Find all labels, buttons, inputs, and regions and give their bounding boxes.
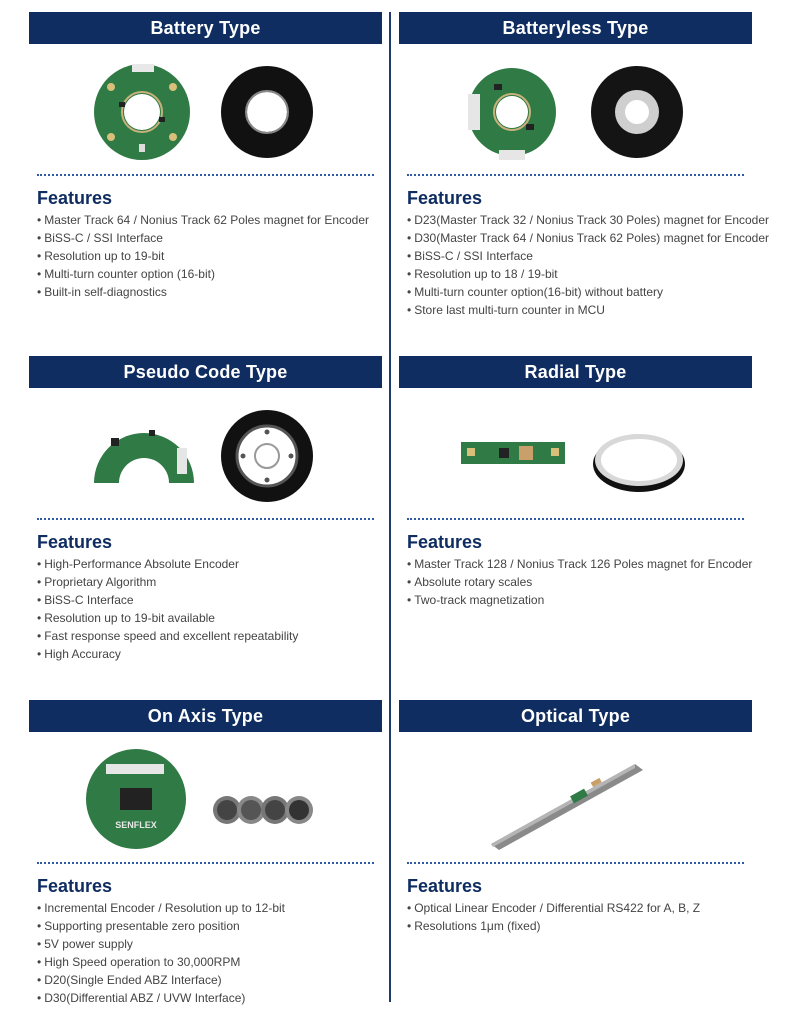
feature-item: • Resolution up to 18 / 19-bit bbox=[407, 265, 769, 283]
pcb-ring-image bbox=[464, 64, 564, 164]
pcb-strip-image bbox=[459, 438, 569, 468]
features-title: Features bbox=[407, 532, 483, 552]
pcb-disc-image bbox=[84, 744, 194, 854]
magnet-disc-image bbox=[219, 64, 315, 160]
feature-item: • 5V power supply bbox=[37, 935, 285, 953]
dotted-separator bbox=[407, 518, 744, 520]
feature-item: • Master Track 64 / Nonius Track 62 Poles magnet for Encoder bbox=[37, 211, 369, 229]
panel-title: Optical Type bbox=[399, 700, 752, 732]
panel-title: Radial Type bbox=[399, 356, 752, 388]
magnet-disc-image bbox=[589, 64, 685, 160]
panel-title: Batteryless Type bbox=[399, 12, 752, 44]
dotted-separator bbox=[37, 862, 374, 864]
feature-item: • Two-track magnetization bbox=[407, 591, 752, 609]
features-list bbox=[407, 899, 700, 935]
feature-item: • Store last multi-turn counter in MCU bbox=[407, 301, 769, 319]
product-images bbox=[29, 44, 382, 174]
features-list bbox=[407, 211, 769, 319]
feature-item: • D30(Master Track 64 / Nonius Track 62 Poles) magnet for Encoder bbox=[407, 229, 769, 247]
panel-battery-type bbox=[29, 12, 382, 299]
features-title: Features bbox=[407, 188, 483, 208]
panel-title: Battery Type bbox=[29, 12, 382, 44]
feature-item: • D20(Single Ended ABZ Interface) bbox=[37, 971, 285, 989]
feature-item: • Incremental Encoder / Resolution up to 12-bit bbox=[37, 899, 285, 917]
feature-item: • High Speed operation to 30,000RPM bbox=[37, 953, 285, 971]
dotted-separator bbox=[37, 518, 374, 520]
feature-item: • D30(Differential ABZ / UVW Interface) bbox=[37, 989, 285, 1007]
feature-item: • Resolution up to 19-bit available bbox=[37, 609, 298, 627]
features-title: Features bbox=[37, 532, 113, 552]
panel-radial-type bbox=[399, 356, 753, 607]
feature-item: • Absolute rotary scales bbox=[407, 573, 752, 591]
features-title: Features bbox=[37, 876, 113, 896]
magnet-disc-image bbox=[219, 408, 315, 504]
panel-optical-type bbox=[399, 700, 752, 933]
magnetic-ring-image bbox=[589, 426, 689, 496]
feature-item: • BiSS-C Interface bbox=[37, 591, 298, 609]
dotted-separator bbox=[407, 174, 744, 176]
features-list bbox=[407, 555, 752, 609]
product-images bbox=[399, 44, 752, 174]
pcb-arc-image bbox=[89, 418, 199, 488]
feature-item: • BiSS-C / SSI Interface bbox=[407, 247, 769, 265]
feature-item: • High-Performance Absolute Encoder bbox=[37, 555, 298, 573]
panel-batteryless-type bbox=[399, 12, 770, 317]
features-list bbox=[37, 211, 369, 301]
feature-item: • Master Track 128 / Nonius Track 126 Poles magnet for Encoder bbox=[407, 555, 752, 573]
feature-item: • Optical Linear Encoder / Differential RS422 for A, B, Z bbox=[407, 899, 700, 917]
panel-title: On Axis Type bbox=[29, 700, 382, 732]
magnet-cylinders-image bbox=[209, 790, 319, 830]
features-list bbox=[37, 555, 298, 663]
product-images bbox=[29, 388, 382, 518]
feature-item: • Multi-turn counter option (16-bit) bbox=[37, 265, 369, 283]
panel-on-axis-type bbox=[29, 700, 382, 1005]
logo-text: SENFLEX bbox=[115, 820, 157, 830]
linear-scale-image bbox=[489, 752, 649, 852]
feature-item: • Fast response speed and excellent repeatability bbox=[37, 627, 298, 645]
feature-item: • Proprietary Algorithm bbox=[37, 573, 298, 591]
features-title: Features bbox=[37, 188, 113, 208]
pcb-ring-image bbox=[89, 62, 199, 162]
feature-item: • Resolution up to 19-bit bbox=[37, 247, 369, 265]
dotted-separator bbox=[37, 174, 374, 176]
feature-item: • Supporting presentable zero position bbox=[37, 917, 285, 935]
product-images bbox=[29, 732, 382, 862]
product-images bbox=[399, 732, 752, 862]
feature-item: • High Accuracy bbox=[37, 645, 298, 663]
feature-item: • Built-in self-diagnostics bbox=[37, 283, 369, 301]
dotted-separator bbox=[407, 862, 744, 864]
feature-item: • Resolutions 1μm (fixed) bbox=[407, 917, 700, 935]
feature-item: • Multi-turn counter option(16-bit) without battery bbox=[407, 283, 769, 301]
column-divider bbox=[389, 12, 391, 1002]
features-list bbox=[37, 899, 285, 1007]
panel-pseudo-code-type bbox=[29, 356, 382, 661]
feature-item: • D23(Master Track 32 / Nonius Track 30 Poles) magnet for Encoder bbox=[407, 211, 769, 229]
product-images bbox=[399, 388, 752, 518]
panel-title: Pseudo Code Type bbox=[29, 356, 382, 388]
feature-item: • BiSS-C / SSI Interface bbox=[37, 229, 369, 247]
features-title: Features bbox=[407, 876, 483, 896]
